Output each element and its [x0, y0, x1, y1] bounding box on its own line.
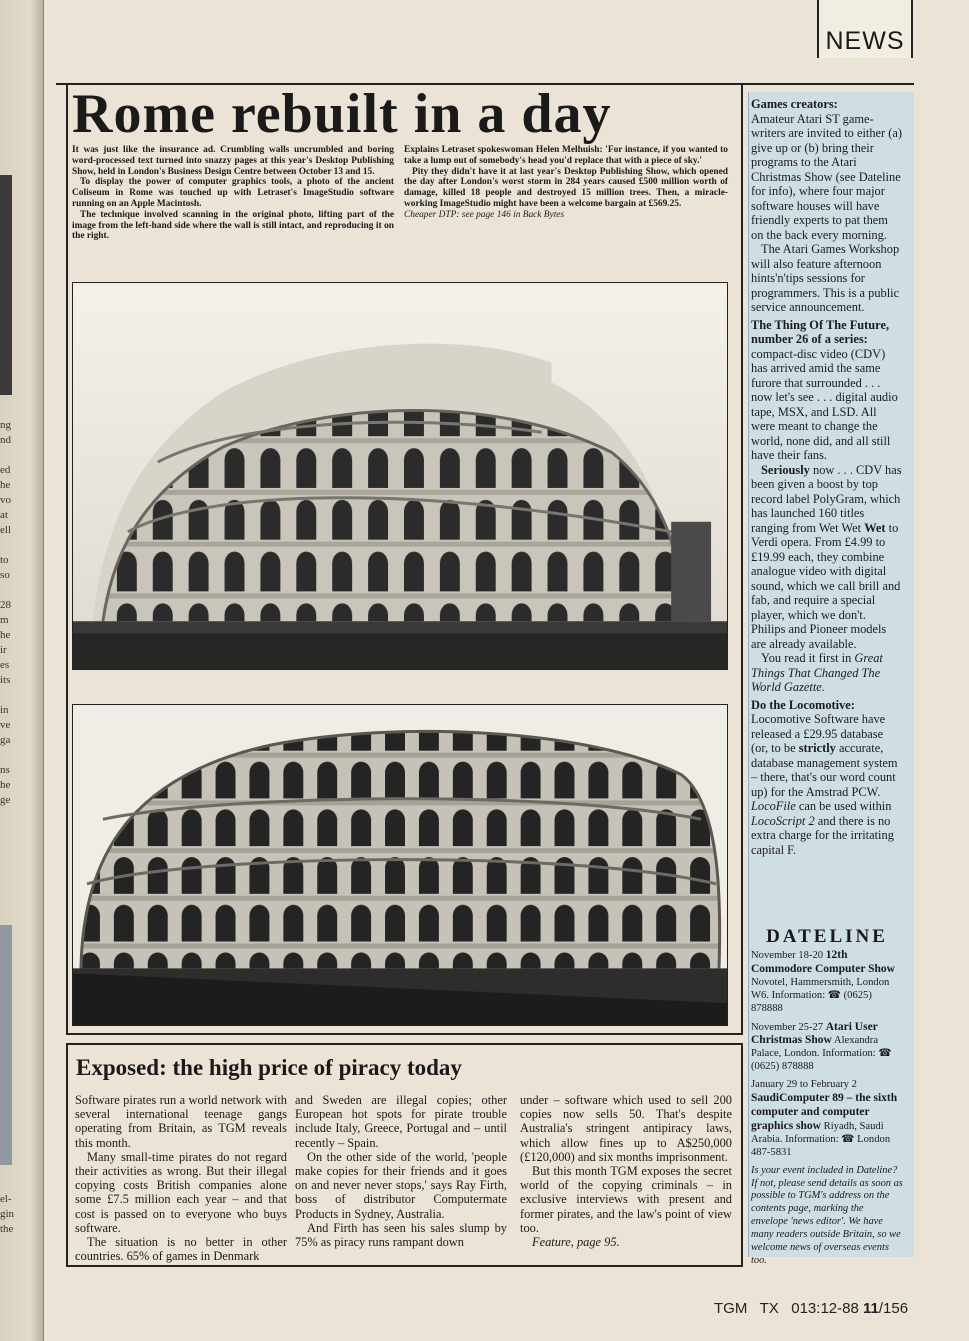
coliseum-photo-retouched — [72, 704, 728, 1026]
rome-para: To display the power of computer graphics tools, a photo of the ancient Coliseum in Rome was touched up with Letraset's ImageStudio software running on an Apple Macintosh. — [72, 177, 394, 209]
footer-page-number: 11 — [862, 1300, 879, 1317]
footer-page-total: /156 — [878, 1300, 909, 1317]
piracy-para: under – software which used to sell 200 copies now sells 50. That's despite Australia's stringent antipiracy laws, which allow fines up to A$250,000 (£120,000) and six months imprisonment. — [520, 1093, 732, 1164]
thing-of-future-heading: The Thing Of The Future, number 26 of a series: — [751, 317, 890, 346]
cdv-body: now . . . CDV has been given a boost by top record label PolyGram, which has launched 160 titles ranging from Wet Wet — [751, 462, 902, 535]
event-date: January 29 to February 2 — [751, 1079, 857, 1091]
seriously-emphasis: Seriously — [761, 462, 810, 477]
cdv-body-cont: to Verdi opera. From £4.99 to £19.99 each, they combine analogue video with digital sound, which we call brill and fab, and require a special player, which we don't. Philips and Pioneer models are already available. — [751, 520, 901, 651]
rome-para: The technique involved scanning in the original photo, lifting part of the image from the left-hand side where the wall is still intact, and reproducing it on the right. — [72, 209, 394, 242]
locomotive-body-3: can be used within — [798, 799, 892, 813]
dateline-note: Is your event included in Dateline? If not, please send details as soon as possible to TGM's address on the contents page, marking the envelope 'news editor'. We have many readers outside Britain, so we welcome news of overseas events too. — [751, 1164, 903, 1266]
strictly-emphasis: strictly — [798, 741, 836, 755]
locofile-title: LocoFile — [751, 799, 796, 813]
games-creators-heading: Games creators: — [751, 97, 838, 111]
facing-page-text: ng nd ed he vo at ell to so 28 m he ir es its in ve ga ns he ge — [0, 419, 11, 806]
rome-para: Pity they didn't have it at last year's Desktop Publishing Show, which opened the day after London's worst storm in 284 years caused £500 million worth of damage, killed 18 people and destroyed 15 million trees. Then, a miracle-working ImageStudio might have been a welcome bargain at £569.25. — [404, 166, 728, 209]
event-details: Novotel, Hammersmith, London W6. Information: ☎ (0625) 878888 — [751, 976, 890, 1014]
rome-caption: Cheaper DTP: see page 146 in Back Bytes — [404, 209, 565, 220]
dateline-event — [751, 1021, 903, 1075]
rome-para: It was just like the insurance ad. Crumbling walls uncrumbled and boring word-processed text turned into snazzy pages at this year's Desktop Publishing Show, held in London's Business Design Centre between October 13 and 15. — [72, 145, 394, 177]
sidebar-text — [751, 94, 903, 857]
gazette-title: Great Things That Changed The World Gazette. — [751, 651, 883, 694]
piracy-col3 — [520, 1093, 732, 1249]
read-it-first: You read it first in — [761, 651, 852, 665]
locomotive-body-2: accurate, database management system – there, that's our word count up) for the Amstrad PCW. — [751, 741, 898, 799]
dateline-event — [751, 1079, 903, 1159]
games-creators-body: Amateur Atari ST game-writers are invited to either (a) give up or (b) bring their programs to the Atari Christmas Show (see Dateline for info), where four major software houses will have friendly experts to pat them on the back every morning. — [751, 111, 903, 242]
locoscript-title: LocoScript 2 — [751, 813, 815, 828]
thing-of-future-body: compact-disc video (CDV) has arrived amid the same furore that surrounded . . . now let's see . . . digital audio tape, MSX, and LSD. All were meant to change the world, none did, and all still have their fans. — [751, 346, 898, 462]
wet-emphasis: Wet — [864, 520, 886, 535]
rome-lede-col2 — [404, 145, 728, 221]
locomotive-heading: Do the Locomotive: — [751, 697, 855, 712]
coliseum-restored-image — [73, 705, 727, 1025]
event-date: November 18-20 — [751, 950, 824, 961]
event-name: SaudiComputer 89 – the sixth computer and computer graphics show — [751, 1092, 898, 1132]
event-name: Atari User Christmas Show — [751, 1020, 878, 1047]
event-name: 12th Commodore Computer Show — [751, 949, 895, 975]
footer-tx: TX — [759, 1300, 779, 1317]
page-footer — [714, 1300, 908, 1317]
section-tab — [817, 0, 913, 58]
coliseum-ruin-image — [73, 283, 727, 669]
piracy-page-reference: Feature, page 95. — [532, 1235, 620, 1250]
event-date: November 25-27 — [751, 1021, 824, 1033]
event-details: Alexandra Palace, London. Information: ☎ (0625) 878888 — [751, 1035, 892, 1073]
coliseum-photo-original — [72, 282, 728, 670]
piracy-para: But this month TGM exposes the secret world of the copying criminals – in exclusive interviews with present and former pirates, and the law's point of view too. — [520, 1164, 732, 1235]
piracy-col2 — [295, 1093, 507, 1249]
dateline-list — [751, 949, 903, 1273]
section-tab-label: NEWS — [825, 27, 905, 55]
piracy-col1 — [75, 1093, 287, 1263]
piracy-para: The situation is no better in other countries. 65% of games in Denmark — [75, 1235, 287, 1264]
facing-page-photo — [0, 925, 12, 1165]
locomotive-body-4: and there is no extra charge for the irritating capital F. — [751, 813, 894, 857]
piracy-para: Many small-time pirates do not regard their activities as wrong. But their illegal copying costs British companies alone some £7.5 million each year – and that cost is passed on to everyone who buys software. — [75, 1149, 287, 1235]
locomotive-body: Locomotive Software have released a £29.95 database (or, to be — [751, 712, 886, 755]
dateline-event — [751, 949, 903, 1016]
facing-page-text: el- gin the — [0, 1193, 15, 1235]
rome-headline: Rome rebuilt in a day — [72, 83, 612, 145]
footer-issue: 013:12-88 — [791, 1300, 859, 1317]
rome-para: Explains Letraset spokeswoman Helen Melhuish: 'For instance, if you wanted to take a lump out of somebody's head you'd replace that with a piece of sky.' — [404, 145, 728, 166]
facing-page-photo — [0, 175, 12, 395]
piracy-para: And Firth has seen his sales slump by 75% as piracy runs rampant down — [295, 1220, 507, 1250]
dateline-heading: DATELINE — [766, 926, 888, 947]
rome-lede-col1 — [72, 145, 394, 242]
piracy-para: On the other side of the world, 'people make copies for their friends and it goes on and never never stops,' says Ray Firth, boss of distributor Computermate Products in Sydney, Australia. — [295, 1149, 507, 1221]
event-details: Riyadh, Saudi Arabia. Information: ☎ London 487-5831 — [751, 1120, 891, 1158]
piracy-headline: Exposed: the high price of piracy today — [76, 1055, 462, 1080]
piracy-para: and Sweden are illegal copies; other European hot spots for pirate trouble include Italy, Greece, Portugal and – until recently – Spain. — [295, 1093, 507, 1150]
footer-mag: TGM — [714, 1300, 748, 1317]
piracy-para: Software pirates run a world network with several international teenage gangs operating from Britain, as TGM reveals this month. — [75, 1093, 287, 1150]
games-workshop-body: The Atari Games Workshop will also feature afternoon hints'n'tips sessions for programmers. This is a public service announcement. — [751, 242, 900, 314]
